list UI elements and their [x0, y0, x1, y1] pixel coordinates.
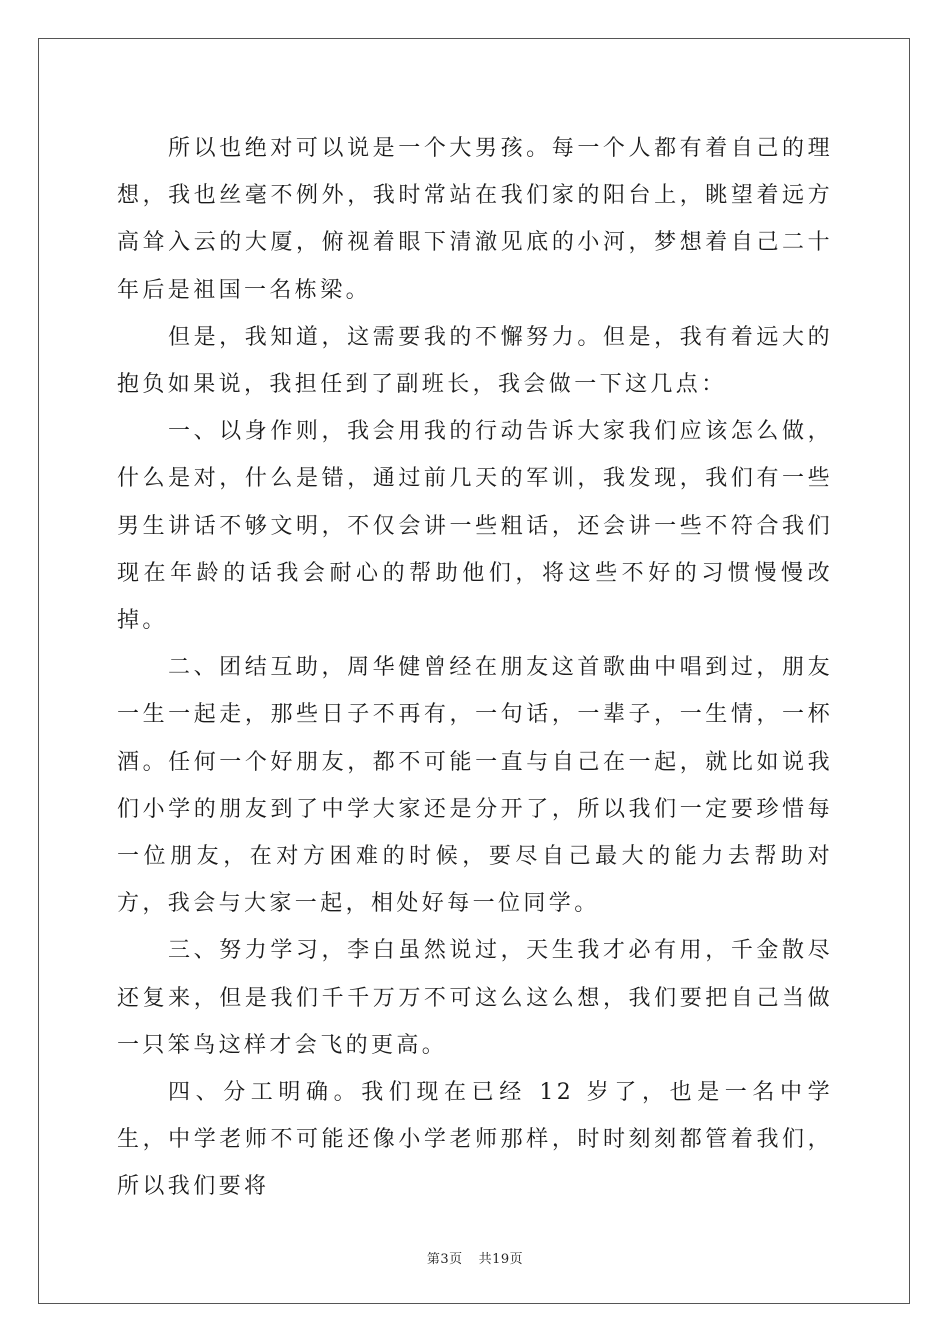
paragraph: 所以也绝对可以说是一个大男孩。每一个人都有着自己的理想，我也丝毫不例外，我时常站在我们家的阳台上，眺望着远方高耸入云的大厦，俯视着眼下清澈见底的小河，梦想着自己二十年后是祖国一名栋梁。: [117, 136, 833, 303]
paragraph: 三、努力学习，李白虽然说过，天生我才必有用，千金散尽还复来，但是我们千千万万不可这么这么想，我们要把自己当做一只笨鸟这样才会飞的更高。: [117, 938, 833, 1058]
total-pages: 共19页: [478, 1252, 524, 1267]
document-body: [117, 125, 833, 1211]
paragraph: 一、以身作则，我会用我的行动告诉大家我们应该怎么做，什么是对，什么是错，通过前几天的军训，我发现，我们有一些男生讲话不够文明，不仅会讲一些粗话，还会讲一些不符合我们现在年龄的话我会耐心的帮助他们，将这些不好的习惯慢慢改掉。: [117, 419, 833, 634]
paragraph: 四、分工明确。我们现在已经 12 岁了，也是一名中学生，中学老师不可能还像小学老师那样，时时刻刻都管着我们，所以我们要将: [117, 1080, 833, 1200]
paragraph: 但是，我知道，这需要我的不懈努力。但是，我有着远大的抱负如果说，我担任到了副班长，我会做一下这几点：: [117, 324, 833, 398]
page-footer: [0, 1248, 950, 1267]
page-number: 第3页: [426, 1252, 463, 1267]
paragraph: 二、团结互助，周华健曾经在朋友这首歌曲中唱到过，朋友一生一起走，那些日子不再有，一句话，一辈子，一生情，一杯酒。任何一个好朋友，都不可能一直与自己在一起，就比如说我们小学的朋友到了中学大家还是分开了，所以我们一定要珍惜每一位朋友，在对方困难的时候，要尽自己最大的能力去帮助对方，我会与大家一起，相处好每一位同学。: [117, 655, 833, 917]
